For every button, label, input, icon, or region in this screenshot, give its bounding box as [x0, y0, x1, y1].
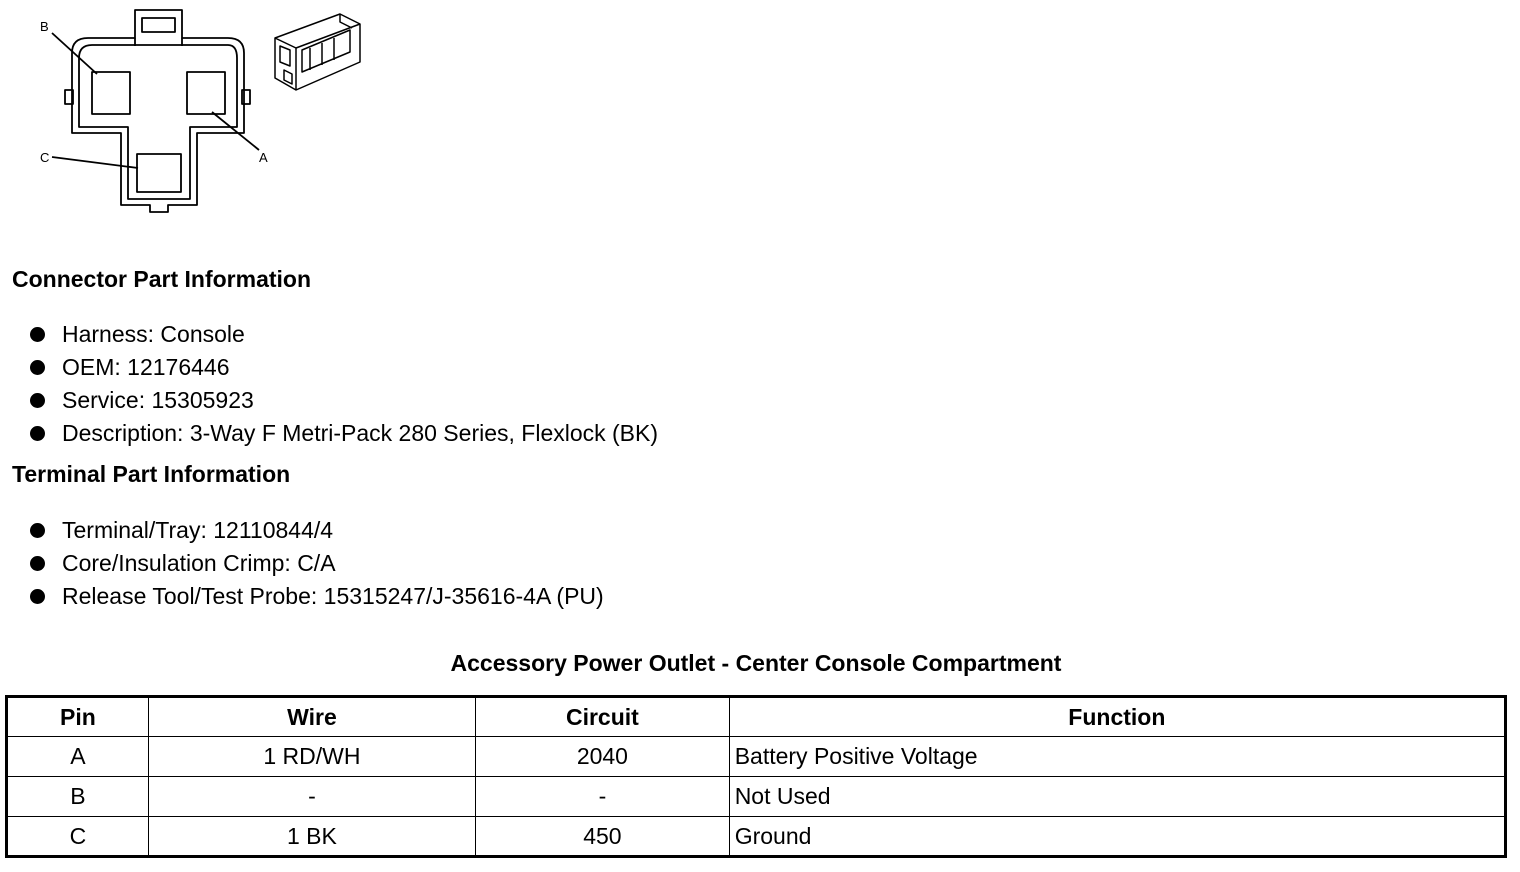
table-title: Accessory Power Outlet - Center Console Compartment: [450, 650, 1062, 676]
bullet-icon: [30, 426, 45, 441]
list-item: OEM: 12176446: [30, 351, 658, 384]
connector-info-list: [30, 318, 658, 450]
list-item: Description: 3-Way F Metri-Pack 280 Series, Flexlock (BK): [30, 417, 658, 450]
list-item: Release Tool/Test Probe: 15315247/J-35616-4A (PU): [30, 580, 604, 613]
cell-wire: 1 BK: [148, 817, 475, 857]
pinout-table: [5, 695, 1507, 858]
pin-label-a: A: [259, 150, 268, 165]
bullet-icon: [30, 327, 45, 342]
column-header-pin: Pin: [7, 697, 149, 737]
column-header-function: Function: [729, 697, 1505, 737]
terminal-info-heading: Terminal Part Information: [12, 461, 291, 487]
bullet-icon: [30, 393, 45, 408]
cell-function: Battery Positive Voltage: [729, 737, 1505, 777]
bullet-icon: [30, 523, 45, 538]
pin-label-b: B: [40, 19, 49, 34]
connector-3d-icon: [275, 14, 360, 90]
cell-circuit: 2040: [476, 737, 730, 777]
bullet-icon: [30, 360, 45, 375]
list-item: Harness: Console: [30, 318, 658, 351]
cell-pin: A: [7, 737, 149, 777]
connector-info-heading: Connector Part Information: [12, 266, 312, 292]
cell-function: Ground: [729, 817, 1505, 857]
cell-function: Not Used: [729, 777, 1505, 817]
terminal-info-list: [30, 514, 604, 613]
list-item: Core/Insulation Crimp: C/A: [30, 547, 604, 580]
cell-pin: B: [7, 777, 149, 817]
connector-diagram: [0, 0, 380, 225]
cell-circuit: 450: [476, 817, 730, 857]
bullet-icon: [30, 556, 45, 571]
list-item: Service: 15305923: [30, 384, 658, 417]
table-row: [7, 737, 1506, 777]
table-row: [7, 777, 1506, 817]
table-header-row: [7, 697, 1506, 737]
bullet-icon: [30, 589, 45, 604]
cell-wire: 1 RD/WH: [148, 737, 475, 777]
column-header-circuit: Circuit: [476, 697, 730, 737]
table-row: [7, 817, 1506, 857]
cell-circuit: -: [476, 777, 730, 817]
pin-label-c: C: [40, 150, 50, 165]
list-item: Terminal/Tray: 12110844/4: [30, 514, 604, 547]
cell-pin: C: [7, 817, 149, 857]
cell-wire: -: [148, 777, 475, 817]
column-header-wire: Wire: [148, 697, 475, 737]
